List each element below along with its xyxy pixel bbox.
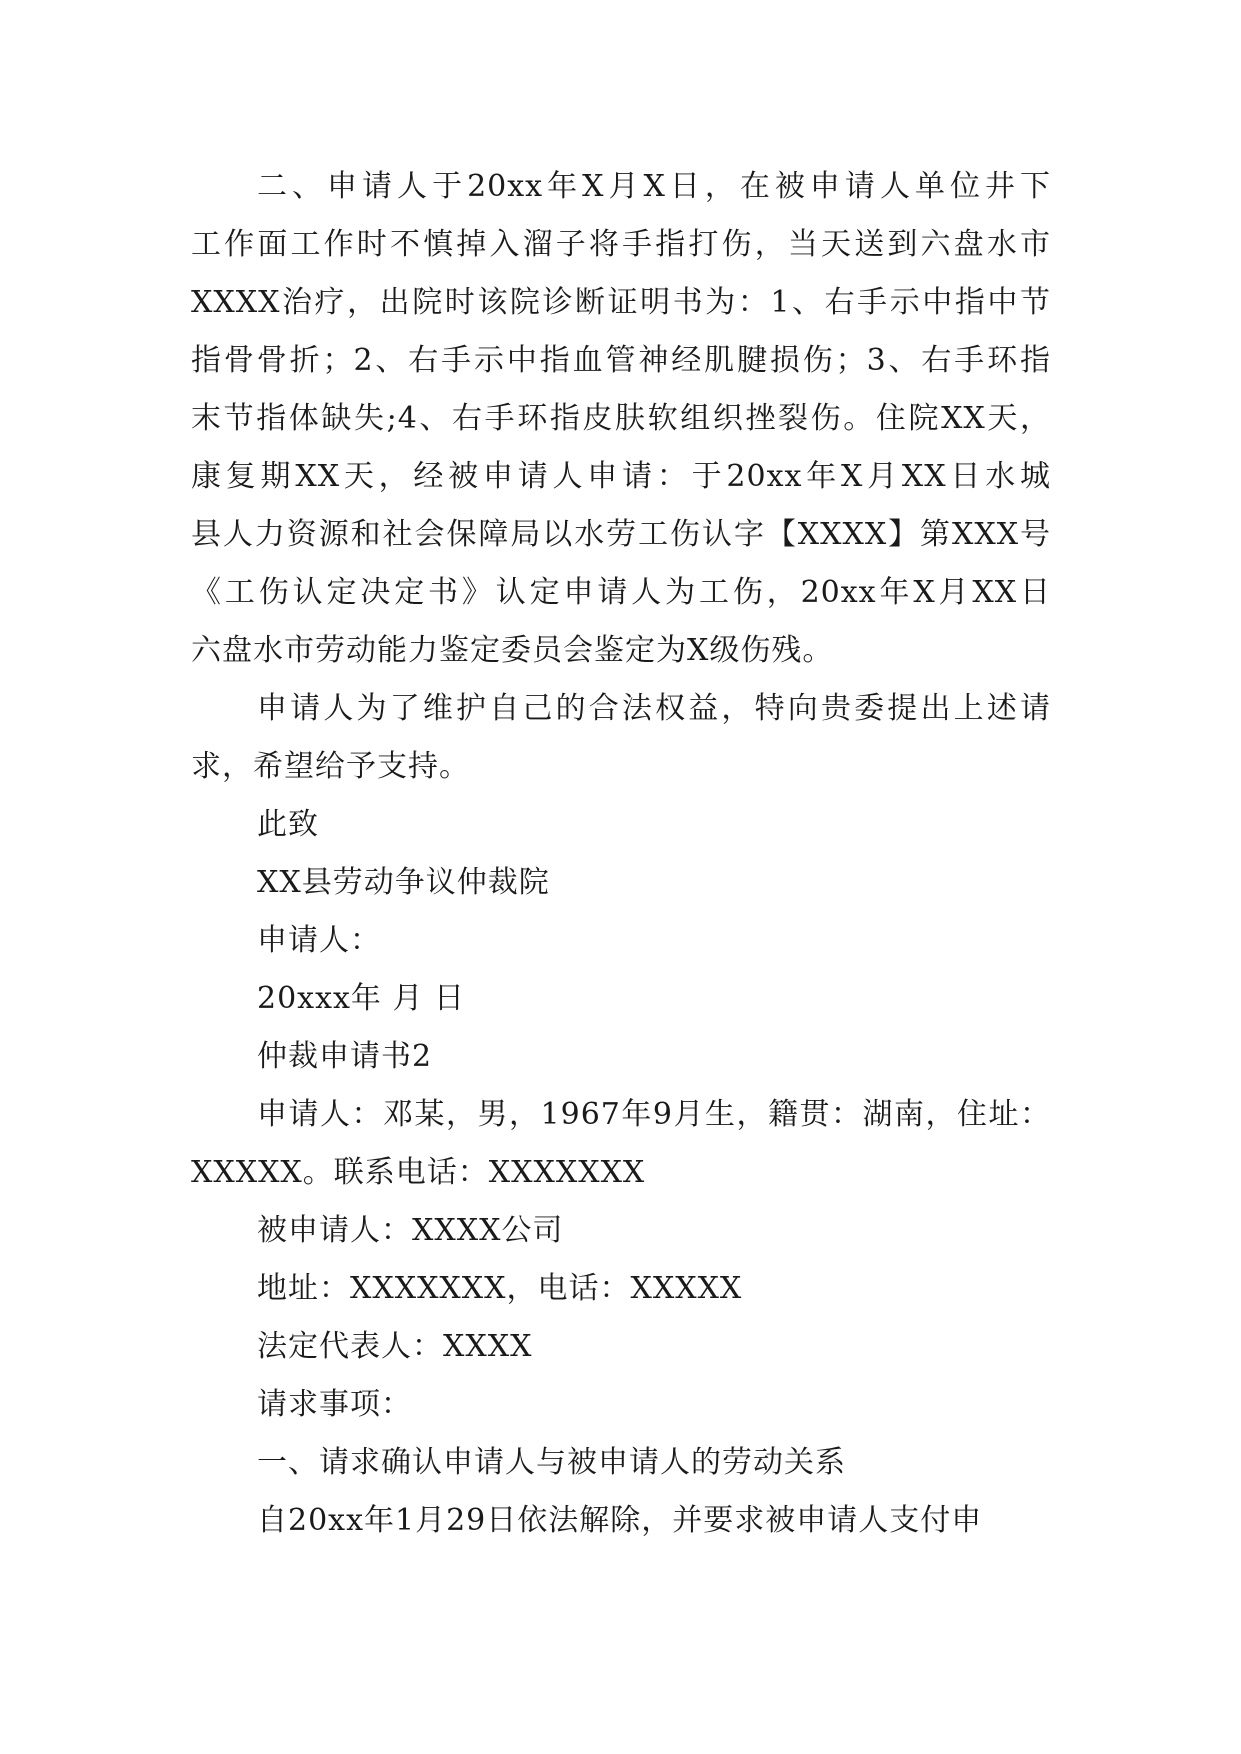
paragraph-fact-paragraph [191, 158, 1051, 680]
paragraph-second-document-title [191, 1028, 1051, 1086]
paragraph-recipient [191, 854, 1051, 912]
text-line: 仲裁申请书2 [257, 1039, 433, 1074]
text-line: 工作面工作时不慎掉入溜子将手指打伤，当天送到六盘水市 [191, 227, 1051, 262]
text-line: 求，希望给予支持。 [191, 749, 470, 784]
text-line: 《工伤认定决定书》认定申请人为工伤，20xx年X月XX日 [191, 575, 1051, 610]
text-line: 20xxx年 月 日 [257, 981, 466, 1016]
text-line: 自20xx年1月29日依法解除，并要求被申请人支付申 [257, 1503, 983, 1538]
text-line: 法定代表人：XXXX [257, 1329, 533, 1364]
text-line: 康复期XX天，经被申请人申请：于20xx年X月XX日水城 [191, 459, 1051, 494]
text-line: 地址：XXXXXXX，电话：XXXXX [257, 1271, 743, 1306]
text-line: 申请人：邓某，男，1967年9月生，籍贯：湖南，住址： [257, 1097, 1051, 1132]
text-line: 二、申请人于20xx年X月X日，在被申请人单位井下 [257, 169, 1051, 204]
text-line: 指骨骨折；2、右手示中指血管神经肌腱损伤；3、右手环指 [191, 343, 1051, 378]
paragraph-salutation [191, 796, 1051, 854]
text-line: 申请人为了维护自己的合法权益，特向贵委提出上述请 [257, 691, 1051, 726]
paragraph-signature-applicant [191, 912, 1051, 970]
paragraph-claim-one [191, 1434, 1051, 1492]
paragraph-respondent [191, 1202, 1051, 1260]
text-line: XXXXX。联系电话：XXXXXXX [191, 1155, 646, 1190]
paragraph-legal-representative [191, 1318, 1051, 1376]
paragraph-respondent-address [191, 1260, 1051, 1318]
document-body [191, 158, 1051, 1550]
paragraph-applicant-info [191, 1086, 1051, 1202]
text-line: 此致 [257, 807, 319, 842]
paragraph-request-paragraph [191, 680, 1051, 796]
text-line: 一、请求确认申请人与被申请人的劳动关系 [257, 1445, 846, 1480]
text-line: 六盘水市劳动能力鉴定委员会鉴定为X级伤残。 [191, 633, 834, 668]
text-line: 申请人： [257, 923, 381, 958]
paragraph-signature-date [191, 970, 1051, 1028]
text-line: 请求事项： [257, 1387, 412, 1422]
paragraph-claim-one-continued [191, 1492, 1051, 1550]
text-line: 县人力资源和社会保障局以水劳工伤认字【XXXX】第XXX号 [191, 517, 1051, 552]
text-line: XX县劳动争议仲裁院 [257, 865, 550, 900]
text-line: 被申请人：XXXX公司 [257, 1213, 564, 1248]
text-line: XXXX治疗，出院时该院诊断证明书为：1、右手示中指中节 [191, 285, 1051, 320]
text-line: 末节指体缺失;4、右手环指皮肤软组织挫裂伤。住院XX天， [191, 401, 1051, 436]
paragraph-claims-heading [191, 1376, 1051, 1434]
